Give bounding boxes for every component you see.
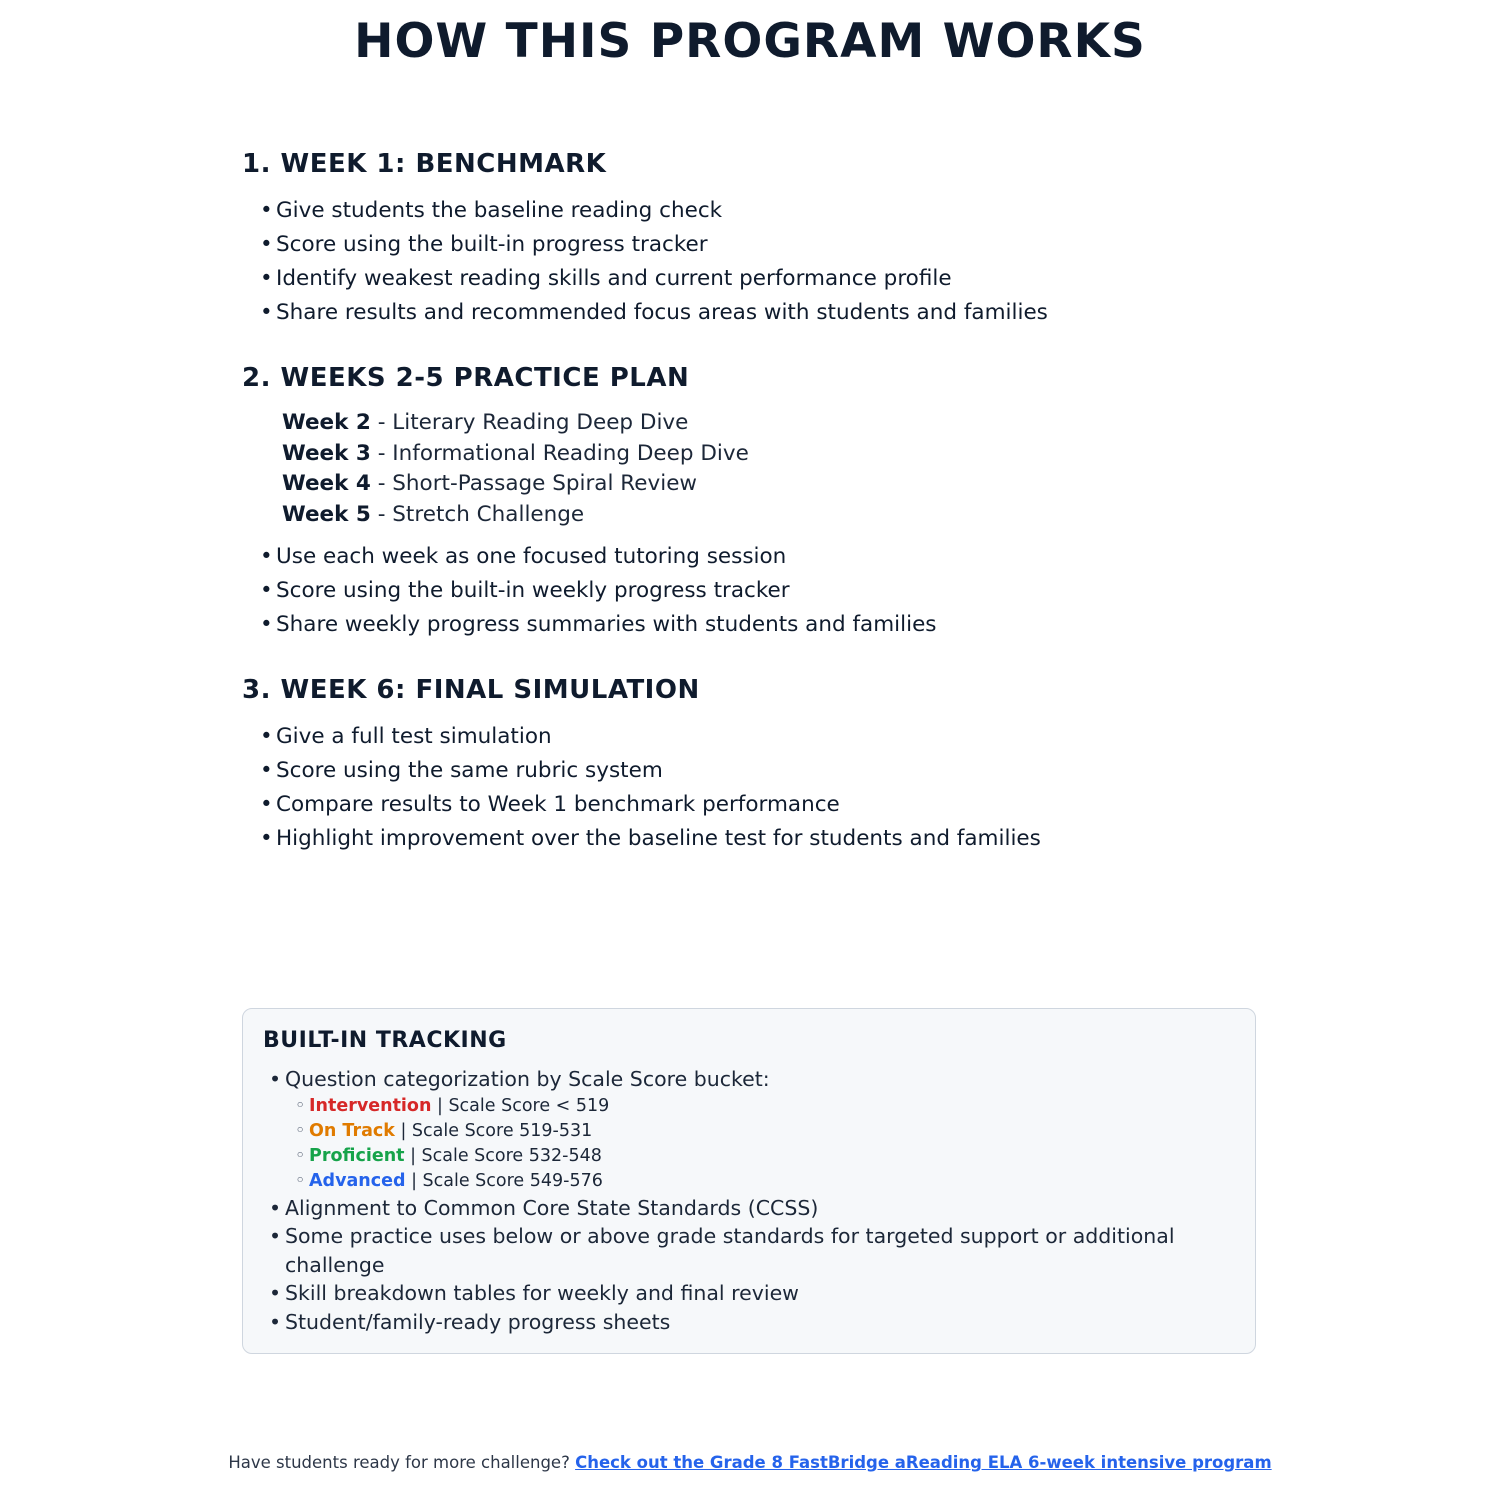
section-week-6 xyxy=(242,672,1302,856)
list-item: • Skill breakdown tables for weekly and final review xyxy=(269,1281,799,1305)
footer-prompt: Have students ready for more challenge? xyxy=(228,1453,576,1472)
list-item: • Compare results to Week 1 benchmark performance xyxy=(260,792,840,817)
grade-8-program-link[interactable]: Check out the Grade 8 FastBridge aReading ELA 6-week intensive program xyxy=(575,1453,1272,1472)
section-weeks-2-5 xyxy=(242,360,1302,642)
footer xyxy=(0,1453,1500,1472)
bullet-list xyxy=(242,540,1302,642)
list-item: • Share weekly progress summaries with students and families xyxy=(260,612,937,637)
section-week-1 xyxy=(242,146,1302,330)
week-row: Week 3 - Informational Reading Deep Dive xyxy=(282,440,749,466)
list-item: • Score using the same rubric system xyxy=(260,758,663,783)
score-bucket-on-track: ◦ On Track | Scale Score 519-531 xyxy=(295,1120,593,1141)
week-schedule xyxy=(242,408,1302,530)
section-heading: 2. WEEKS 2-5 PRACTICE PLAN xyxy=(242,363,690,393)
list-item: • Use each week as one focused tutoring session xyxy=(260,544,787,569)
score-bucket-list xyxy=(285,1094,1235,1194)
bullet-list xyxy=(242,194,1302,330)
week-row: Week 5 - Stretch Challenge xyxy=(282,501,585,527)
list-item: • Identify weakest reading skills and current performance profile xyxy=(260,266,952,291)
week-row: Week 2 - Literary Reading Deep Dive xyxy=(282,410,689,435)
section-heading: 1. WEEK 1: BENCHMARK xyxy=(242,149,607,179)
score-bucket-advanced: ◦ Advanced | Scale Score 549-576 xyxy=(295,1170,603,1191)
program-steps xyxy=(242,146,1302,886)
week-row: Week 4 - Short-Passage Spiral Review xyxy=(282,471,698,496)
list-item: • Score using the built-in weekly progress tracker xyxy=(260,578,790,603)
list-item: • Share results and recommended focus areas with students and families xyxy=(260,300,1048,325)
list-item: • Some practice uses below or above grade standards for targeted support or additional challenge xyxy=(269,1224,1175,1277)
tracking-list xyxy=(263,1065,1235,1336)
list-item: • Score using the built-in progress tracker xyxy=(260,232,708,257)
list-item: • Student/family-ready progress sheets xyxy=(269,1309,671,1334)
list-item: • Alignment to Common Core State Standards (CCSS) xyxy=(269,1195,819,1220)
list-item: • Give a full test simulation xyxy=(260,724,552,749)
list-item: • Highlight improvement over the baseline test for students and families xyxy=(260,826,1041,851)
section-heading: 3. WEEK 6: FINAL SIMULATION xyxy=(242,675,700,705)
page-title: HOW THIS PROGRAM WORKS xyxy=(354,14,1146,69)
score-bucket-proficient: ◦ Proficient | Scale Score 532-548 xyxy=(295,1145,602,1166)
bullet-list xyxy=(242,720,1302,856)
built-in-tracking-box xyxy=(242,1008,1256,1354)
list-item: • Give students the baseline reading check xyxy=(260,198,723,223)
score-bucket-intervention: ◦ Intervention | Scale Score < 519 xyxy=(295,1095,610,1116)
tracking-title: BUILT-IN TRACKING xyxy=(263,1028,507,1053)
list-item: • Question categorization by Scale Score bucket: ◦ Intervention | Scale Score < 519 ◦ On Track | Scale Score 519-531 ◦ Proficient | Scale Score 532-548 ◦ Advanced | Scale Score 549-576 xyxy=(269,1065,1235,1194)
